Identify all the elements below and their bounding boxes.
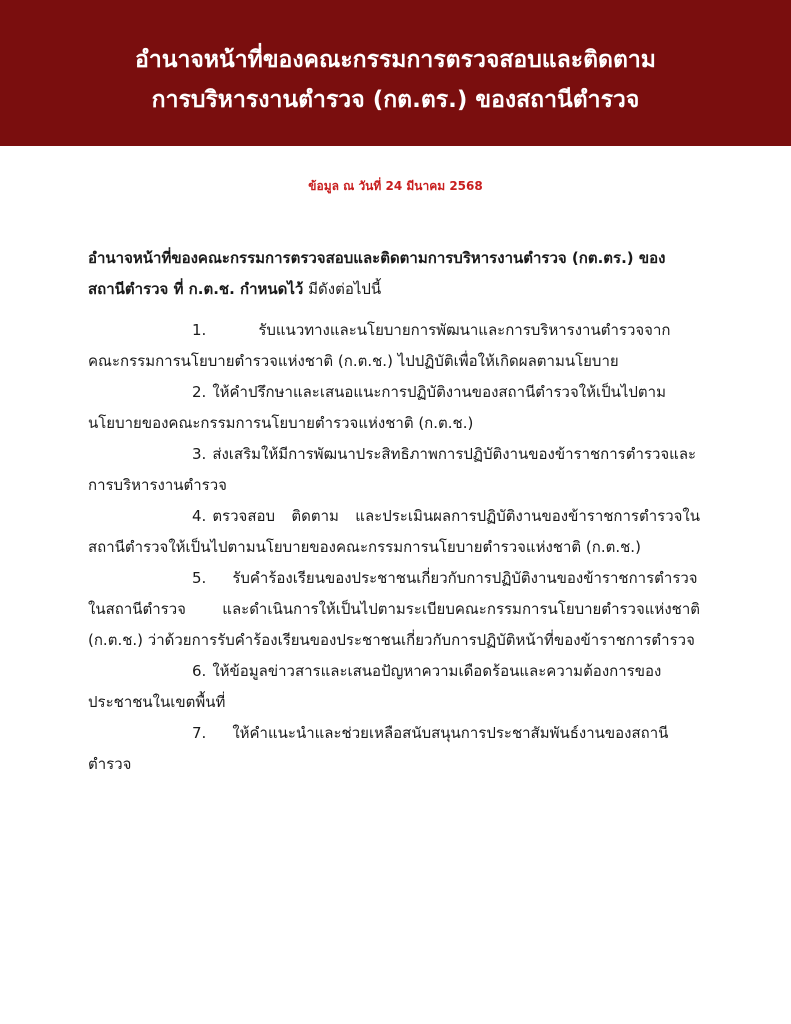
page-title-line-2: การบริหารงานตำรวจ (กต.ตร.) ของสถานีตำรวจ — [151, 87, 640, 113]
item-text: ให้คำปรึกษาและเสนอแนะการปฏิบัติงานของสถานีตำรวจให้เป็นไปตามนโยบายของคณะกรรมการนโยบายตำรวจแห่งชาติ (ก.ต.ช.) — [88, 383, 666, 432]
item-text: รับแนวทางและนโยบายการพัฒนาและการบริหารงานตำรวจจากคณะกรรมการนโยบายตำรวจแห่งชาติ (ก.ต.ช.) ไปปฏิบัติเพื่อให้เกิดผลตามนโยบาย — [88, 321, 671, 370]
item-number: 2. — [192, 383, 207, 401]
document-body — [88, 243, 700, 780]
list-item-5 — [88, 563, 700, 656]
intro-bold-text: อำนาจหน้าที่ของคณะกรรมการตรวจสอบและติดตามการบริหารงานตำรวจ (กต.ตร.) ของสถานีตำรวจ ที่ ก.ต.ช. กำหนดไว้ — [88, 249, 666, 298]
list-item-4 — [88, 501, 700, 563]
list-item-7 — [88, 718, 700, 780]
page-title-line-1: อำนาจหน้าที่ของคณะกรรมการตรวจสอบและติดตาม — [135, 47, 656, 73]
list-item-6 — [88, 656, 700, 718]
item-text: ให้ข้อมูลข่าวสารและเสนอปัญหาความเดือดร้อนและความต้องการของประชาชนในเขตพื้นที่ — [88, 662, 662, 711]
item-number: 5. — [192, 569, 207, 587]
list-item-2 — [88, 377, 700, 439]
item-number: 4. — [192, 507, 207, 525]
item-number: 3. — [192, 445, 207, 463]
item-number: 7. — [192, 724, 207, 742]
item-text: ส่งเสริมให้มีการพัฒนาประสิทธิภาพการปฏิบัติงานของข้าราชการตำรวจและการบริหารงานตำรวจ — [88, 445, 697, 494]
item-text: ตรวจสอบ ติดตาม และประเมินผลการปฏิบัติงานของข้าราชการตำรวจในสถานีตำรวจให้เป็นไปตามนโยบายของคณะกรรมการนโยบายตำรวจแห่งชาติ (ก.ต.ช.) — [88, 507, 700, 556]
item-text: ให้คำแนะนำและช่วยเหลือสนับสนุนการประชาสัมพันธ์งานของสถานีตำรวจ — [88, 724, 669, 773]
date-text: ข้อมูล ณ วันที่ 24 มีนาคม 2568 — [308, 179, 483, 193]
item-text: รับคำร้องเรียนของประชาชนเกี่ยวกับการปฏิบัติงานของข้าราชการตำรวจในสถานีตำรวจ และดำเนินการให้เป็นไปตามระเบียบคณะกรรมการนโยบายตำรวจแห่งชาติ (ก.ต.ช.) ว่าด้วยการรับคำร้องเรียนของประชาชนเกี่ยวกับการปฏิบัติหน้าที่ของข้าราชการตำรวจ — [88, 569, 700, 649]
intro-normal-text: มีดังต่อไปนี้ — [303, 280, 382, 298]
page-header — [0, 0, 791, 146]
list-item-3 — [88, 439, 700, 501]
list-item-1 — [88, 315, 700, 377]
item-number: 1. — [192, 321, 207, 339]
item-number: 6. — [192, 662, 207, 680]
intro-paragraph — [88, 243, 700, 305]
